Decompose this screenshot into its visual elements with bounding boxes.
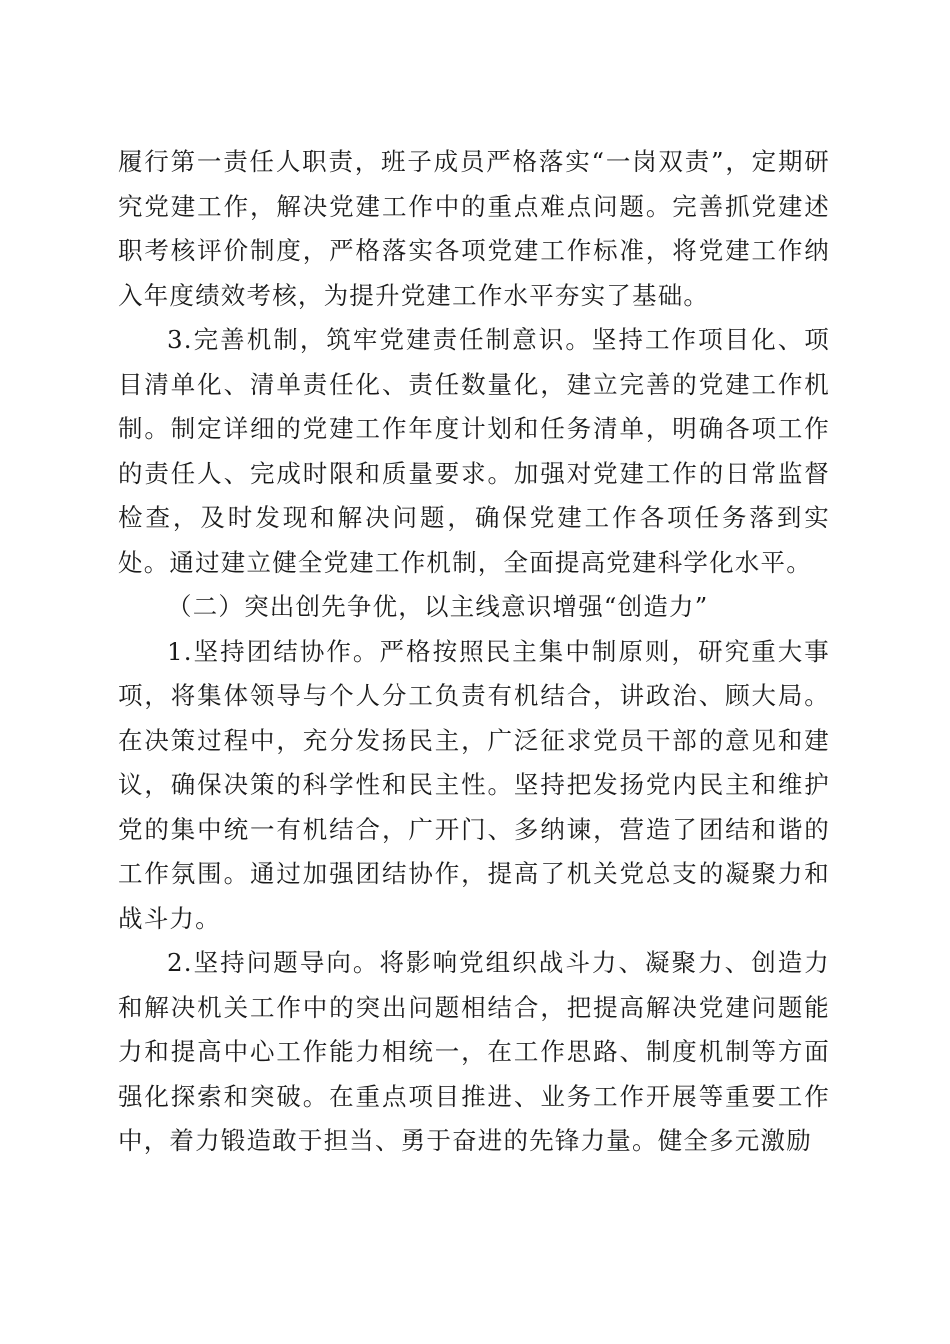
paragraph-item-3: 3.完善机制，筑牢党建责任制意识。坚持工作项目化、项目清单化、清单责任化、责任数量化，建立完善的党建工作机制。制定详细的党建工作年度计划和任务清单，明确各项工作的责任人、完成时限和质量要求。加强对党建工作的日常监督检查，及时发现和解决问题，确保党建工作各项任务落到实处。通过建立健全党建工作机制，全面提高党建科学化水平。 (118, 325, 830, 577)
document-body (118, 140, 830, 1164)
section-heading-2: （二）突出创先争优，以主线意识增强“创造力” (167, 592, 709, 621)
paragraph-continuation: 履行第一责任人职责，班子成员严格落实“一岗双责”，定期研究党建工作，解决党建工作中的重点难点问题。完善抓党建述职考核评价制度，严格落实各项党建工作标准，将党建工作纳入年度绩效考核，为提升党建工作水平夯实了基础。 (118, 147, 830, 310)
paragraph-item-1: 1.坚持团结协作。严格按照民主集中制原则，研究重大事项，将集体领导与个人分工负责有机结合，讲政治、顾大局。在决策过程中，充分发扬民主，广泛征求党员干部的意见和建议，确保决策的科学性和民主性。坚持把发扬党内民主和维护党的集中统一有机结合，广开门、多纳谏，营造了团结和谐的工作氛围。通过加强团结协作，提高了机关党总支的凝聚力和战斗力。 (118, 636, 830, 933)
paragraph-item-2: 2.坚持问题导向。将影响党组织战斗力、凝聚力、创造力和解决机关工作中的突出问题相结合，把提高解决党建问题能力和提高中心工作能力相统一，在工作思路、制度机制等方面强化探索和突破。在重点项目推进、业务工作开展等重要工作中，着力锻造敢于担当、勇于奋进的先锋力量。健全多元激励 (118, 948, 830, 1155)
